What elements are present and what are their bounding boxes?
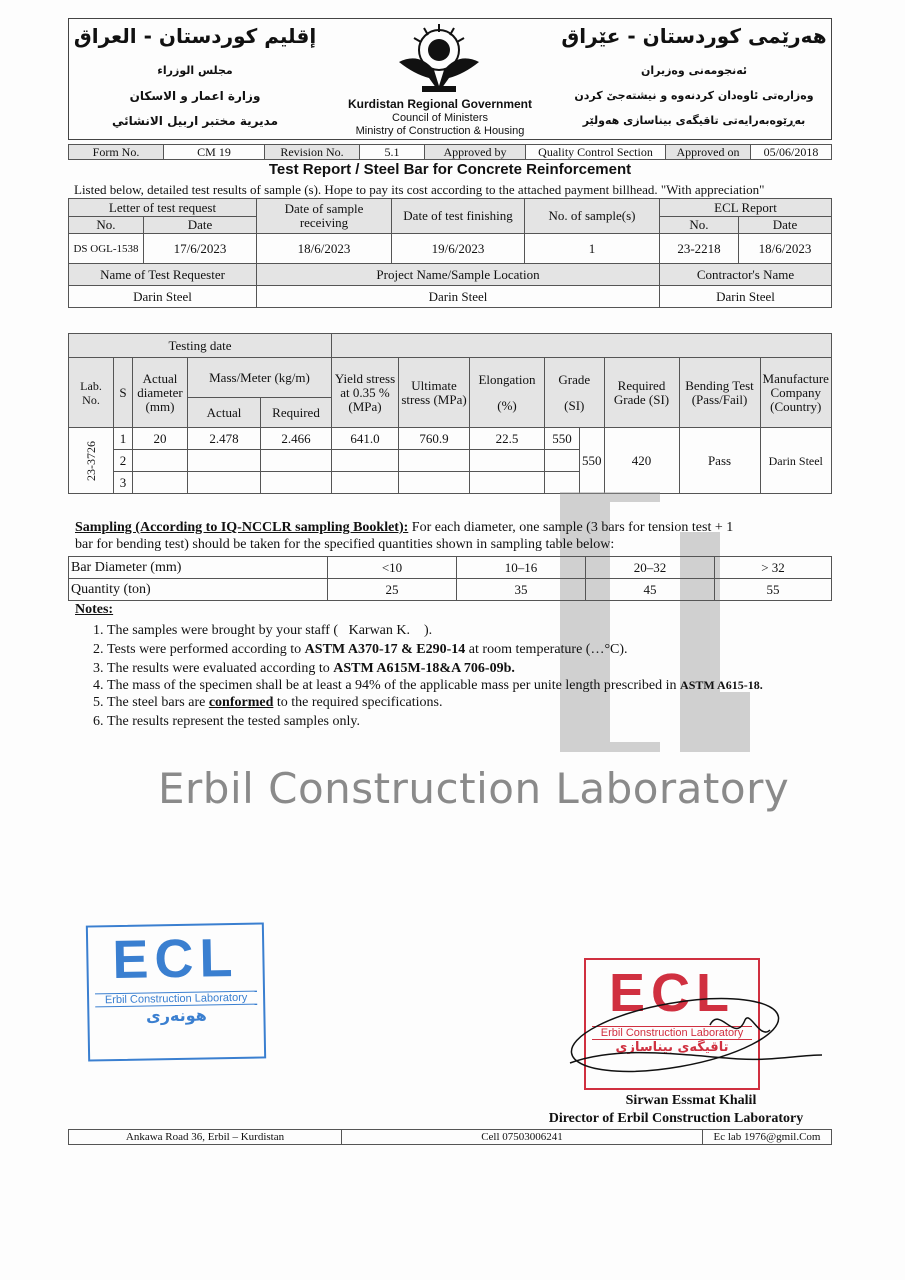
actual-diameter: 20 [133,428,188,450]
s-header: S [114,358,133,428]
note-1 [107,621,827,640]
sampling-table [68,556,832,601]
finishing-header: Date of test finishing [392,199,525,234]
ultimate-stress: 760.9 [399,428,470,450]
header-arabic-directorate: مديرية مختبر اربيل الانشائي [111,114,279,128]
results-table [68,333,832,494]
lab-no-value: 23-3726 [84,440,98,481]
lab-no-header: Lab. No. [69,358,114,428]
manufacturer-header: Manufacture Company (Country) [760,358,832,428]
diameter-2: 10–16 [457,557,586,579]
quantity-4: 55 [715,579,832,601]
notes-heading: Notes: [75,602,114,617]
letter-no-label: No. [69,217,144,234]
letter-date: 17/6/2023 [144,234,257,264]
note-1-end: ). [424,623,433,638]
letter-no: DS OGL-1538 [69,234,144,264]
grade-unit: (SI) [564,397,585,413]
project-name: Darin Steel [257,286,660,308]
contractor-header: Contractor's Name [660,264,832,286]
row-s1: 1 [114,428,133,450]
sampling-text-2: bar for bending test) should be taken for the specified quantities shown in sampling table below: [75,537,615,552]
samples-header: No. of sample(s) [525,199,660,234]
note-4 [107,678,827,693]
note-1-staff: Karwan K. [348,623,410,638]
finishing-date: 19/6/2023 [392,234,525,264]
note-2-text: Tests were performed according to [107,642,305,657]
red-stamp-text: Erbil Construction Laboratory [592,1026,752,1040]
notes-list [60,621,827,731]
req-grade-header: Required Grade (SI) [604,358,679,428]
required-grade: 420 [604,428,679,494]
quantity-3: 45 [586,579,715,601]
ecl-report-no: 23-2218 [660,234,739,264]
lab-no-cell [69,428,114,494]
note-3-standard: ASTM A615M-18&A 706-09b. [333,661,515,676]
signature-icon [560,985,830,1085]
report-title: Test Report / Steel Bar for Concrete Reinforcement [268,161,632,178]
bending-result: Pass [679,428,760,494]
blue-stamp-letters: ECL [111,927,239,991]
row-s3: 3 [114,472,133,494]
receiving-header: Date of sample receiving [257,199,392,234]
note-5-text: The steel bars are [107,695,209,710]
ecl-report-date: 18/6/2023 [739,234,832,264]
grade-label: Grade [558,371,591,387]
blue-stamp [86,922,266,1061]
grade-header [545,358,605,428]
quantity-label: Quantity (ton) [69,579,328,601]
approved-by-value: Quality Control Section [526,145,666,160]
requester-header: Name of Test Requester [69,264,257,286]
note-6 [107,712,827,731]
header-council: Council of Ministers [392,112,488,124]
mass-actual-header: Actual [188,398,261,428]
letter-header: Letter of test request [69,199,257,217]
mass-actual: 2.478 [188,428,261,450]
diameter-header: Actual diameter (mm) [133,358,188,428]
signatory-title: Director of Erbil Construction Laboratory [548,1111,804,1126]
mass-header: Mass/Meter (kg/m) [188,358,332,398]
note-2 [107,640,827,659]
mass-required: 2.466 [261,428,332,450]
watermark-text: Erbil Construction Laboratory [158,764,790,813]
red-stamp-arabic: تاقیگەی بیناسازی [615,1040,729,1055]
revision-value: 5.1 [360,145,425,160]
header-kurdish-ministry: وەزارەتی ئاوەدان کردنەوە و نیشتەجێ کردن [574,89,814,102]
ultimate-header: Ultimate stress (MPa) [399,358,470,428]
note-4-standard: ASTM A615-18. [680,678,763,692]
header-ministry: Ministry of Construction & Housing [355,125,525,137]
note-6-text: The results represent the tested samples only. [107,714,360,729]
bending-header: Bending Test (Pass/Fail) [679,358,760,428]
diameter-3: 20–32 [586,557,715,579]
yield-header: Yield stress at 0.35 % (MPa) [332,358,399,428]
approved-on-label: Approved on [666,145,751,160]
grade-value: 550 [580,428,605,494]
note-5-conformed: conformed [208,695,274,710]
note-1-text: The samples were brought by your staff ( [107,623,339,638]
approved-on-value: 05/06/2018 [751,145,832,160]
blue-stamp-text: Erbil Construction Laboratory [95,991,257,1008]
header-arabic-region: إقليم كوردستان - العراق [73,24,317,48]
diameter-4: > 32 [715,557,832,579]
quantity-2: 35 [457,579,586,601]
ecl-no-label: No. [660,217,739,234]
note-3 [107,659,827,678]
elongation-unit: (%) [497,397,517,413]
elongation: 22.5 [470,428,545,450]
revision-label: Revision No. [265,145,360,160]
yield-stress: 641.0 [332,428,399,450]
manufacturer: Darin Steel [760,428,832,494]
header-kurdish-region: هەرێمی کوردستان - عێراق [561,24,827,48]
samples-count: 1 [525,234,660,264]
blue-stamp-arabic: هونەری [145,1005,207,1026]
footer-cell: Cell 07503006241 [342,1130,703,1145]
krg-emblem-icon [394,22,484,96]
footer-address: Ankawa Road 36, Erbil – Kurdistan [69,1130,342,1145]
sampling-heading: Sampling (According to IQ-NCCLR sampling Booklet): [75,520,409,535]
form-no-label: Form No. [69,145,164,160]
signatory-name: Sirwan Essmat Khalil [625,1093,757,1108]
header-kurdish-council: ئەنجومەنی وەزیران [640,64,748,77]
note-2-end: at room temperature (…°C). [465,642,628,657]
note-4-text: The mass of the specimen shall be at least a 94% of the applicable mass per unite length prescribed in [107,678,681,693]
header-kurdish-directorate: بەڕێوەبەرایەتی تاقیگەی بیناسازی هەولێر [582,114,806,127]
note-2-standard: ASTM A370-17 & E290-14 [304,642,466,657]
form-info-row [68,144,832,160]
note-3-text: The results were evaluated according to [107,661,334,676]
elongation-label: Elongation [478,371,536,387]
testing-date-label: Testing date [69,334,332,358]
project-header: Project Name/Sample Location [257,264,660,286]
diameter-1: <10 [328,557,457,579]
header-arabic-council: مجلس الوزراء [157,64,233,77]
request-info-table [68,198,832,308]
header-arabic-ministry: وزارة اعمار و الاسكان [129,89,261,103]
row-s2: 2 [114,450,133,472]
mass-required-header: Required [261,398,332,428]
footer [68,1129,832,1145]
ecl-date-label: Date [739,217,832,234]
bar-diameter-label: Bar Diameter (mm) [69,557,328,579]
header-krg: Kurdistan Regional Government [347,97,533,111]
note-5-end: to the required specifications. [273,695,443,710]
requester-name: Darin Steel [69,286,257,308]
contractor-name: Darin Steel [660,286,832,308]
letter-date-label: Date [144,217,257,234]
approved-by-label: Approved by [425,145,526,160]
ecl-header: ECL Report [660,199,832,217]
sampling-paragraph [75,519,835,553]
elongation-header [470,358,545,428]
intro-text: Listed below, detailed test results of sample (s). Hope to pay its cost according to the attached payment billhead. "With appreciation" [74,182,765,197]
form-no-value: CM 19 [164,145,265,160]
red-stamp-letters: ECL [609,963,735,1023]
receiving-date: 18/6/2023 [257,234,392,264]
quantity-1: 25 [328,579,457,601]
grade-row-value: 550 [545,428,580,450]
footer-email: Ec lab 1976@gmil.Com [703,1130,832,1145]
note-5 [107,693,827,712]
sampling-text-1: For each diameter, one sample (3 bars for tension test + 1 [408,520,734,535]
